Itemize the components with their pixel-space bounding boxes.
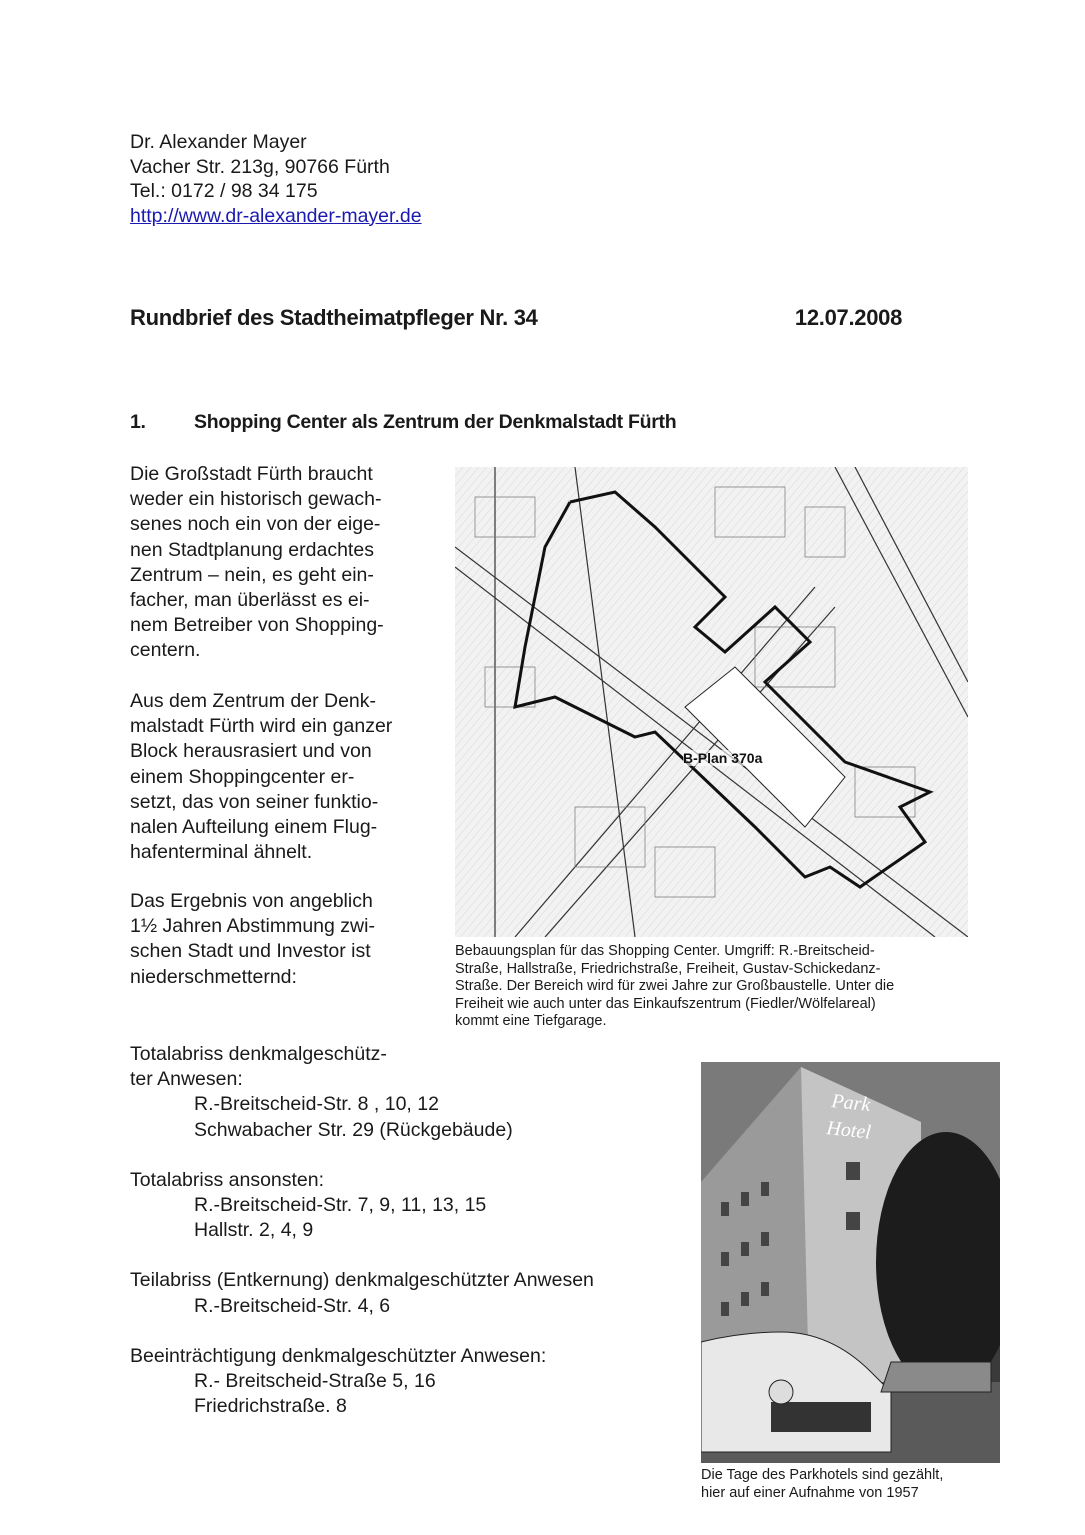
list-item: R.- Breitscheid-Straße 5, 16	[194, 1370, 436, 1393]
development-plan-map	[455, 467, 968, 937]
sender-website-link[interactable]: http://www.dr-alexander-mayer.de	[130, 204, 422, 227]
caption-line: Straße. Der Bereich wird für zwei Jahre zur Großbaustelle. Unter die	[455, 978, 895, 994]
text-line: einem Shoppingcenter er-	[130, 765, 355, 788]
caption-line: kommt eine Tiefgarage.	[455, 1013, 607, 1029]
list-item: R.-Breitscheid-Str. 4, 6	[194, 1294, 391, 1317]
text-line: nalen Aufteilung einem Flug-	[130, 816, 378, 839]
text-line: centern.	[130, 639, 201, 662]
list-item: Hallstr. 2, 4, 9	[194, 1219, 314, 1242]
text-line: 1½ Jahren Abstimmung zwi-	[130, 915, 375, 938]
title-text: Rundbrief des Stadtheimatpfleger Nr. 34	[130, 305, 538, 330]
section-heading	[130, 411, 676, 434]
caption-line: Straße, Hallstraße, Friedrichstraße, Freiheit, Gustav-Schickedanz-	[455, 960, 881, 977]
list-heading: Totalabriss ansonsten:	[130, 1168, 325, 1191]
text-line: Zentrum – nein, es geht ein-	[130, 563, 374, 586]
list-item: Friedrichstraße. 8	[194, 1395, 347, 1418]
text-line: malstadt Fürth wird ein ganzer	[130, 715, 393, 738]
caption-line: Freiheit wie auch unter das Einkaufszentrum (Fiedler/Wölfelareal)	[455, 995, 876, 1012]
map-drawing-icon	[455, 467, 968, 937]
photo-caption	[701, 1467, 943, 1502]
paragraph-2	[130, 689, 430, 865]
sender-block	[130, 130, 422, 228]
text-line: schen Stadt und Investor ist	[130, 940, 371, 963]
map-caption	[455, 943, 894, 1031]
sender-name: Dr. Alexander Mayer	[130, 131, 307, 153]
svg-text:Park: Park	[830, 1090, 872, 1117]
list-item: R.-Breitscheid-Str. 7, 9, 11, 13, 15	[194, 1194, 487, 1217]
list-item: R.-Breitscheid-Str. 8 , 10, 12	[194, 1093, 439, 1116]
paragraph-3	[130, 889, 430, 990]
sender-phone: Tel.: 0172 / 98 34 175	[130, 180, 318, 202]
section-title: Shopping Center als Zentrum der Denkmalstadt Fürth	[194, 411, 677, 433]
newsletter-title	[130, 305, 902, 331]
photo-image-icon	[701, 1062, 1000, 1463]
text-line: facher, man überlässt es ei-	[130, 589, 370, 612]
text-line: nen Stadtplanung erdachtes	[130, 538, 374, 561]
caption-line: hier auf einer Aufnahme von 1957	[701, 1484, 919, 1501]
text-line: Aus dem Zentrum der Denk-	[130, 690, 377, 712]
list-heading: Beeinträchtigung denkmalgeschützter Anwesen:	[130, 1344, 547, 1367]
text-line: setzt, das von seiner funktio-	[130, 790, 379, 813]
text-line: Block herausrasiert und von	[130, 740, 372, 763]
text-line: niederschmetternd:	[130, 965, 297, 988]
demolition-lists	[130, 1042, 594, 1419]
title-date: 12.07.2008	[794, 305, 902, 330]
text-line: nem Betreiber von Shopping-	[130, 614, 384, 637]
text-line: Die Großstadt Fürth braucht	[130, 463, 373, 485]
park-hotel-photo	[701, 1062, 1000, 1463]
section-number: 1.	[130, 411, 146, 433]
list-item: Schwabacher Str. 29 (Rückgebäude)	[194, 1118, 513, 1141]
text-line: weder ein historisch gewach-	[130, 488, 382, 511]
list-heading: Totalabriss denkmalgeschütz-	[130, 1043, 387, 1065]
caption-line: Bebauungsplan für das Shopping Center. Umgriff: R.-Breitscheid-	[455, 943, 875, 959]
text-line: Das Ergebnis von angeblich	[130, 890, 373, 912]
caption-line: Die Tage des Parkhotels sind gezählt,	[701, 1467, 944, 1483]
map-plan-label: B-Plan 370a	[683, 750, 763, 766]
text-line: senes noch ein von der eige-	[130, 513, 381, 536]
list-heading: Teilabriss (Entkernung) denkmalgeschützter Anwesen	[130, 1269, 594, 1292]
sender-street: Vacher Str. 213g, 90766 Fürth	[130, 155, 390, 178]
svg-text:Hotel: Hotel	[825, 1117, 872, 1144]
paragraph-1	[130, 462, 430, 664]
text-line: hafenterminal ähnelt.	[130, 841, 313, 864]
list-heading: ter Anwesen:	[130, 1068, 243, 1091]
